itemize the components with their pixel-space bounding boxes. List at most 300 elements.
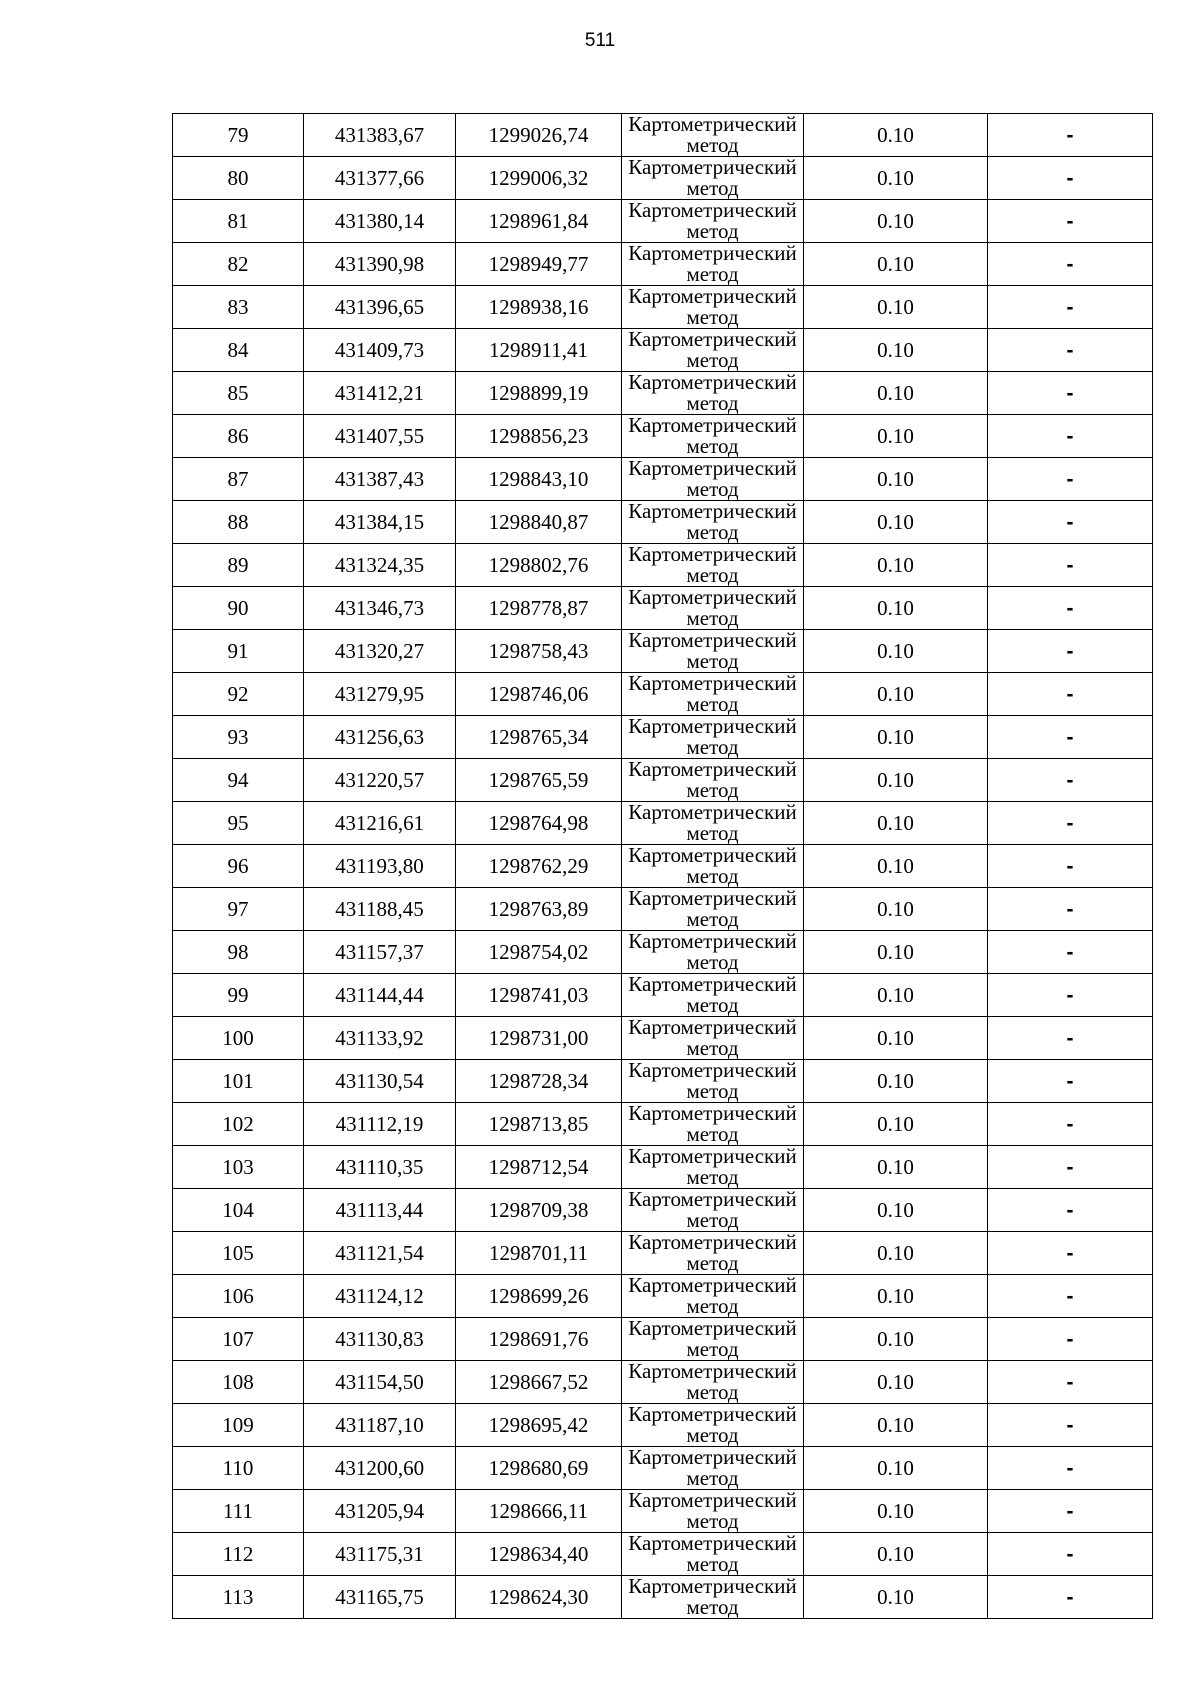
note-cell: - — [988, 974, 1153, 1017]
method-cell — [622, 1146, 804, 1189]
note-cell: - — [988, 1490, 1153, 1533]
accuracy-cell: 0.10 — [804, 1275, 988, 1318]
point-number-cell: 100 — [173, 1017, 304, 1060]
note-cell: - — [988, 114, 1153, 157]
method-line-2: метод — [686, 1294, 739, 1318]
y-coordinate-cell: 1298802,76 — [456, 544, 622, 587]
point-number-cell: 82 — [173, 243, 304, 286]
y-coordinate-cell: 1298699,26 — [456, 1275, 622, 1318]
note-cell: - — [988, 458, 1153, 501]
point-number-cell: 80 — [173, 157, 304, 200]
table-row — [173, 1533, 1153, 1576]
x-coordinate-cell: 431220,57 — [304, 759, 456, 802]
method-line-2: метод — [686, 778, 739, 802]
x-coordinate-cell: 431121,54 — [304, 1232, 456, 1275]
method-line-1: Картометрический — [628, 585, 797, 609]
method-line-1: Картометрический — [628, 1488, 797, 1512]
method-line-1: Картометрический — [628, 112, 797, 136]
y-coordinate-cell: 1298701,11 — [456, 1232, 622, 1275]
point-number-cell: 94 — [173, 759, 304, 802]
method-line-2: метод — [686, 821, 739, 845]
method-line-2: метод — [686, 1595, 739, 1619]
accuracy-cell: 0.10 — [804, 1060, 988, 1103]
table-row — [173, 759, 1153, 802]
method-line-1: Картометрический — [628, 628, 797, 652]
y-coordinate-cell: 1298691,76 — [456, 1318, 622, 1361]
note-cell: - — [988, 286, 1153, 329]
point-number-cell: 111 — [173, 1490, 304, 1533]
method-line-1: Картометрический — [628, 1230, 797, 1254]
accuracy-cell: 0.10 — [804, 1232, 988, 1275]
table-row — [173, 1146, 1153, 1189]
method-cell — [622, 759, 804, 802]
accuracy-cell: 0.10 — [804, 673, 988, 716]
table-row — [173, 845, 1153, 888]
y-coordinate-cell: 1298762,29 — [456, 845, 622, 888]
method-line-1: Картометрический — [628, 284, 797, 308]
method-line-1: Картометрический — [628, 155, 797, 179]
accuracy-cell: 0.10 — [804, 372, 988, 415]
x-coordinate-cell: 431412,21 — [304, 372, 456, 415]
point-number-cell: 91 — [173, 630, 304, 673]
x-coordinate-cell: 431396,65 — [304, 286, 456, 329]
y-coordinate-cell: 1298680,69 — [456, 1447, 622, 1490]
method-cell — [622, 802, 804, 845]
method-cell — [622, 1189, 804, 1232]
table-row — [173, 1060, 1153, 1103]
point-number-cell: 79 — [173, 114, 304, 157]
point-number-cell: 95 — [173, 802, 304, 845]
method-line-1: Картометрический — [628, 1015, 797, 1039]
y-coordinate-cell: 1299006,32 — [456, 157, 622, 200]
note-cell: - — [988, 759, 1153, 802]
table-row — [173, 1447, 1153, 1490]
y-coordinate-cell: 1298764,98 — [456, 802, 622, 845]
method-line-1: Картометрический — [628, 499, 797, 523]
method-line-2: метод — [686, 219, 739, 243]
table-row — [173, 1318, 1153, 1361]
y-coordinate-cell: 1298728,34 — [456, 1060, 622, 1103]
table-row — [173, 888, 1153, 931]
y-coordinate-cell: 1298634,40 — [456, 1533, 622, 1576]
method-cell — [622, 1318, 804, 1361]
note-cell: - — [988, 931, 1153, 974]
point-number-cell: 105 — [173, 1232, 304, 1275]
y-coordinate-cell: 1298754,02 — [456, 931, 622, 974]
method-line-1: Картометрический — [628, 1445, 797, 1469]
y-coordinate-cell: 1298856,23 — [456, 415, 622, 458]
x-coordinate-cell: 431113,44 — [304, 1189, 456, 1232]
method-cell — [622, 1232, 804, 1275]
method-line-2: метод — [686, 305, 739, 329]
method-line-2: метод — [686, 477, 739, 501]
method-line-1: Картометрический — [628, 1316, 797, 1340]
method-line-1: Картометрический — [628, 972, 797, 996]
y-coordinate-cell: 1298961,84 — [456, 200, 622, 243]
method-line-2: метод — [686, 348, 739, 372]
method-cell — [622, 888, 804, 931]
table-row — [173, 974, 1153, 1017]
accuracy-cell: 0.10 — [804, 630, 988, 673]
y-coordinate-cell: 1298763,89 — [456, 888, 622, 931]
note-cell: - — [988, 802, 1153, 845]
method-line-2: метод — [686, 864, 739, 888]
accuracy-cell: 0.10 — [804, 1017, 988, 1060]
x-coordinate-cell: 431387,43 — [304, 458, 456, 501]
note-cell: - — [988, 1318, 1153, 1361]
note-cell: - — [988, 1232, 1153, 1275]
table-row — [173, 458, 1153, 501]
table-row — [173, 1189, 1153, 1232]
method-line-1: Картометрический — [628, 241, 797, 265]
table-row — [173, 1576, 1153, 1619]
point-number-cell: 97 — [173, 888, 304, 931]
accuracy-cell: 0.10 — [804, 888, 988, 931]
y-coordinate-cell: 1298758,43 — [456, 630, 622, 673]
method-cell — [622, 1361, 804, 1404]
table-row — [173, 501, 1153, 544]
y-coordinate-cell: 1298746,06 — [456, 673, 622, 716]
y-coordinate-cell: 1298778,87 — [456, 587, 622, 630]
x-coordinate-cell: 431377,66 — [304, 157, 456, 200]
x-coordinate-cell: 431124,12 — [304, 1275, 456, 1318]
method-line-2: метод — [686, 176, 739, 200]
note-cell: - — [988, 372, 1153, 415]
method-line-1: Картометрический — [628, 800, 797, 824]
x-coordinate-cell: 431157,37 — [304, 931, 456, 974]
y-coordinate-cell: 1298731,00 — [456, 1017, 622, 1060]
y-coordinate-cell: 1299026,74 — [456, 114, 622, 157]
method-cell — [622, 1060, 804, 1103]
x-coordinate-cell: 431390,98 — [304, 243, 456, 286]
method-line-1: Картометрический — [628, 413, 797, 437]
method-cell — [622, 1576, 804, 1619]
point-number-cell: 87 — [173, 458, 304, 501]
note-cell: - — [988, 329, 1153, 372]
method-line-2: метод — [686, 907, 739, 931]
y-coordinate-cell: 1298667,52 — [456, 1361, 622, 1404]
y-coordinate-cell: 1298666,11 — [456, 1490, 622, 1533]
accuracy-cell: 0.10 — [804, 1533, 988, 1576]
accuracy-cell: 0.10 — [804, 1490, 988, 1533]
point-number-cell: 112 — [173, 1533, 304, 1576]
method-line-2: метод — [686, 1122, 739, 1146]
note-cell: - — [988, 845, 1153, 888]
method-line-1: Картометрический — [628, 843, 797, 867]
point-number-cell: 93 — [173, 716, 304, 759]
method-line-2: метод — [686, 1251, 739, 1275]
method-line-2: метод — [686, 692, 739, 716]
x-coordinate-cell: 431130,83 — [304, 1318, 456, 1361]
method-line-2: метод — [686, 1466, 739, 1490]
accuracy-cell: 0.10 — [804, 1103, 988, 1146]
x-coordinate-cell: 431193,80 — [304, 845, 456, 888]
note-cell: - — [988, 415, 1153, 458]
table-row — [173, 716, 1153, 759]
accuracy-cell: 0.10 — [804, 845, 988, 888]
point-number-cell: 83 — [173, 286, 304, 329]
point-number-cell: 102 — [173, 1103, 304, 1146]
table-row — [173, 544, 1153, 587]
x-coordinate-cell: 431187,10 — [304, 1404, 456, 1447]
note-cell: - — [988, 243, 1153, 286]
method-line-1: Картометрический — [628, 198, 797, 222]
y-coordinate-cell: 1298695,42 — [456, 1404, 622, 1447]
x-coordinate-cell: 431279,95 — [304, 673, 456, 716]
x-coordinate-cell: 431110,35 — [304, 1146, 456, 1189]
method-cell — [622, 1103, 804, 1146]
table-row — [173, 157, 1153, 200]
method-cell — [622, 587, 804, 630]
accuracy-cell: 0.10 — [804, 544, 988, 587]
x-coordinate-cell: 431154,50 — [304, 1361, 456, 1404]
method-line-1: Картометрический — [628, 671, 797, 695]
method-cell — [622, 1404, 804, 1447]
accuracy-cell: 0.10 — [804, 974, 988, 1017]
method-cell — [622, 501, 804, 544]
x-coordinate-cell: 431346,73 — [304, 587, 456, 630]
method-cell — [622, 716, 804, 759]
coordinates-table-body — [173, 114, 1153, 1619]
table-row — [173, 802, 1153, 845]
x-coordinate-cell: 431256,63 — [304, 716, 456, 759]
note-cell: - — [988, 1576, 1153, 1619]
table-row — [173, 286, 1153, 329]
x-coordinate-cell: 431384,15 — [304, 501, 456, 544]
accuracy-cell: 0.10 — [804, 329, 988, 372]
point-number-cell: 104 — [173, 1189, 304, 1232]
table-row — [173, 1404, 1153, 1447]
method-cell — [622, 372, 804, 415]
method-cell — [622, 1490, 804, 1533]
table-row — [173, 1232, 1153, 1275]
accuracy-cell: 0.10 — [804, 1404, 988, 1447]
method-line-1: Картометрический — [628, 1359, 797, 1383]
accuracy-cell: 0.10 — [804, 1146, 988, 1189]
accuracy-cell: 0.10 — [804, 200, 988, 243]
method-cell — [622, 1275, 804, 1318]
method-cell — [622, 1533, 804, 1576]
method-cell — [622, 243, 804, 286]
method-line-1: Картометрический — [628, 714, 797, 738]
point-number-cell: 90 — [173, 587, 304, 630]
method-line-1: Картометрический — [628, 370, 797, 394]
method-line-1: Картометрический — [628, 757, 797, 781]
method-line-2: метод — [686, 1208, 739, 1232]
method-cell — [622, 329, 804, 372]
point-number-cell: 99 — [173, 974, 304, 1017]
y-coordinate-cell: 1298899,19 — [456, 372, 622, 415]
point-number-cell: 85 — [173, 372, 304, 415]
accuracy-cell: 0.10 — [804, 157, 988, 200]
note-cell: - — [988, 1275, 1153, 1318]
note-cell: - — [988, 1361, 1153, 1404]
table-row — [173, 587, 1153, 630]
x-coordinate-cell: 431130,54 — [304, 1060, 456, 1103]
note-cell: - — [988, 544, 1153, 587]
note-cell: - — [988, 1533, 1153, 1576]
y-coordinate-cell: 1298911,41 — [456, 329, 622, 372]
y-coordinate-cell: 1298713,85 — [456, 1103, 622, 1146]
note-cell: - — [988, 1103, 1153, 1146]
point-number-cell: 81 — [173, 200, 304, 243]
table-row — [173, 1275, 1153, 1318]
method-line-2: метод — [686, 649, 739, 673]
method-cell — [622, 1017, 804, 1060]
accuracy-cell: 0.10 — [804, 587, 988, 630]
y-coordinate-cell: 1298949,77 — [456, 243, 622, 286]
y-coordinate-cell: 1298712,54 — [456, 1146, 622, 1189]
note-cell: - — [988, 888, 1153, 931]
note-cell: - — [988, 673, 1153, 716]
method-cell — [622, 544, 804, 587]
table-row — [173, 1361, 1153, 1404]
accuracy-cell: 0.10 — [804, 1576, 988, 1619]
x-coordinate-cell: 431112,19 — [304, 1103, 456, 1146]
method-line-2: метод — [686, 1337, 739, 1361]
point-number-cell: 108 — [173, 1361, 304, 1404]
method-line-1: Картометрический — [628, 456, 797, 480]
y-coordinate-cell: 1298938,16 — [456, 286, 622, 329]
note-cell: - — [988, 1146, 1153, 1189]
method-cell — [622, 114, 804, 157]
point-number-cell: 88 — [173, 501, 304, 544]
method-cell — [622, 286, 804, 329]
y-coordinate-cell: 1298843,10 — [456, 458, 622, 501]
x-coordinate-cell: 431133,92 — [304, 1017, 456, 1060]
point-number-cell: 110 — [173, 1447, 304, 1490]
table-row — [173, 630, 1153, 673]
method-line-2: метод — [686, 1036, 739, 1060]
table-row — [173, 415, 1153, 458]
x-coordinate-cell: 431320,27 — [304, 630, 456, 673]
table-row — [173, 243, 1153, 286]
method-line-1: Картометрический — [628, 1101, 797, 1125]
accuracy-cell: 0.10 — [804, 1447, 988, 1490]
method-line-2: метод — [686, 1552, 739, 1576]
y-coordinate-cell: 1298709,38 — [456, 1189, 622, 1232]
point-number-cell: 109 — [173, 1404, 304, 1447]
note-cell: - — [988, 1404, 1153, 1447]
method-cell — [622, 974, 804, 1017]
table-row — [173, 200, 1153, 243]
point-number-cell: 106 — [173, 1275, 304, 1318]
x-coordinate-cell: 431165,75 — [304, 1576, 456, 1619]
note-cell: - — [988, 501, 1153, 544]
method-line-1: Картометрический — [628, 886, 797, 910]
accuracy-cell: 0.10 — [804, 415, 988, 458]
accuracy-cell: 0.10 — [804, 1318, 988, 1361]
method-line-1: Картометрический — [628, 1273, 797, 1297]
x-coordinate-cell: 431407,55 — [304, 415, 456, 458]
point-number-cell: 86 — [173, 415, 304, 458]
note-cell: - — [988, 157, 1153, 200]
accuracy-cell: 0.10 — [804, 1189, 988, 1232]
y-coordinate-cell: 1298840,87 — [456, 501, 622, 544]
method-line-1: Картометрический — [628, 1574, 797, 1598]
method-cell — [622, 931, 804, 974]
accuracy-cell: 0.10 — [804, 1361, 988, 1404]
accuracy-cell: 0.10 — [804, 458, 988, 501]
method-line-1: Картометрический — [628, 1187, 797, 1211]
x-coordinate-cell: 431324,35 — [304, 544, 456, 587]
point-number-cell: 92 — [173, 673, 304, 716]
method-line-2: метод — [686, 520, 739, 544]
point-number-cell: 107 — [173, 1318, 304, 1361]
method-line-2: метод — [686, 391, 739, 415]
method-line-2: метод — [686, 262, 739, 286]
method-line-1: Картометрический — [628, 929, 797, 953]
point-number-cell: 96 — [173, 845, 304, 888]
table-row — [173, 931, 1153, 974]
x-coordinate-cell: 431200,60 — [304, 1447, 456, 1490]
method-cell — [622, 157, 804, 200]
method-line-2: метод — [686, 1079, 739, 1103]
x-coordinate-cell: 431409,73 — [304, 329, 456, 372]
point-number-cell: 84 — [173, 329, 304, 372]
method-cell — [622, 200, 804, 243]
accuracy-cell: 0.10 — [804, 931, 988, 974]
method-cell — [622, 673, 804, 716]
method-line-2: метод — [686, 993, 739, 1017]
accuracy-cell: 0.10 — [804, 501, 988, 544]
method-line-2: метод — [686, 1165, 739, 1189]
page-number: 511 — [584, 30, 616, 51]
note-cell: - — [988, 1189, 1153, 1232]
x-coordinate-cell: 431188,45 — [304, 888, 456, 931]
table-row — [173, 114, 1153, 157]
x-coordinate-cell: 431383,67 — [304, 114, 456, 157]
x-coordinate-cell: 431144,44 — [304, 974, 456, 1017]
method-line-2: метод — [686, 563, 739, 587]
note-cell: - — [988, 1447, 1153, 1490]
method-line-2: метод — [686, 133, 739, 157]
accuracy-cell: 0.10 — [804, 716, 988, 759]
table-row — [173, 329, 1153, 372]
y-coordinate-cell: 1298624,30 — [456, 1576, 622, 1619]
accuracy-cell: 0.10 — [804, 286, 988, 329]
table-row — [173, 1490, 1153, 1533]
method-line-1: Картометрический — [628, 1058, 797, 1082]
table-row — [173, 1103, 1153, 1146]
note-cell: - — [988, 630, 1153, 673]
method-line-1: Картометрический — [628, 542, 797, 566]
method-cell — [622, 845, 804, 888]
note-cell: - — [988, 1017, 1153, 1060]
note-cell: - — [988, 716, 1153, 759]
method-cell — [622, 1447, 804, 1490]
y-coordinate-cell: 1298765,34 — [456, 716, 622, 759]
x-coordinate-cell: 431216,61 — [304, 802, 456, 845]
method-line-2: метод — [686, 434, 739, 458]
point-number-cell: 98 — [173, 931, 304, 974]
table-row — [173, 673, 1153, 716]
method-line-2: метод — [686, 1380, 739, 1404]
accuracy-cell: 0.10 — [804, 802, 988, 845]
note-cell: - — [988, 200, 1153, 243]
table-row — [173, 1017, 1153, 1060]
point-number-cell: 101 — [173, 1060, 304, 1103]
note-cell: - — [988, 587, 1153, 630]
method-line-2: метод — [686, 1423, 739, 1447]
method-cell — [622, 458, 804, 501]
method-line-2: метод — [686, 606, 739, 630]
method-cell — [622, 415, 804, 458]
method-cell — [622, 630, 804, 673]
method-line-1: Картометрический — [628, 1144, 797, 1168]
method-line-1: Картометрический — [628, 327, 797, 351]
coordinates-table — [172, 113, 1153, 1619]
